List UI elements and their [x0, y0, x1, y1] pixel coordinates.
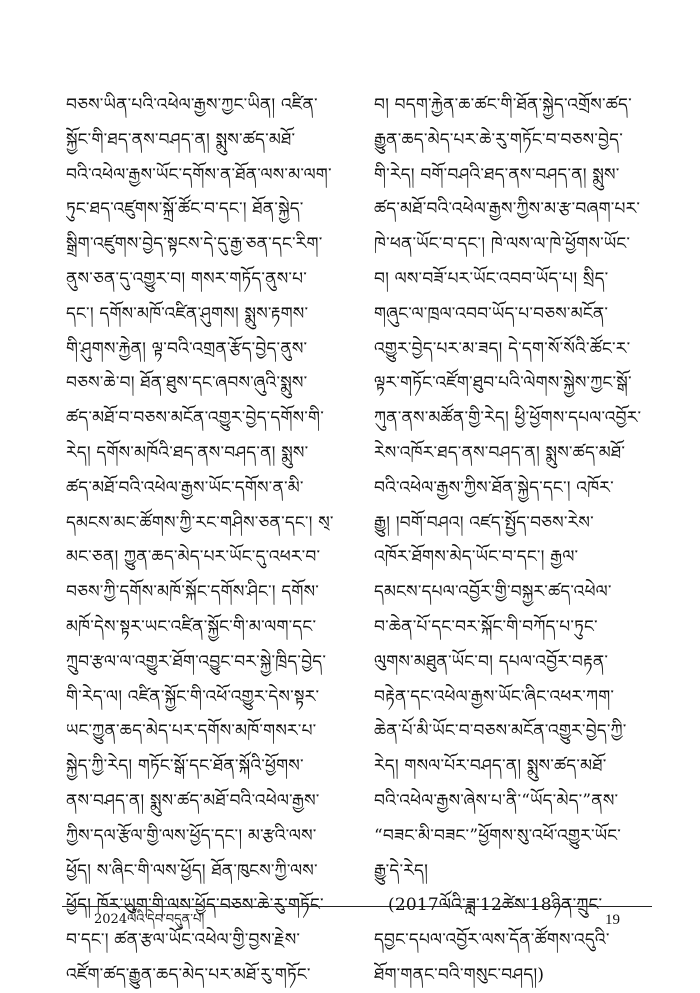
footer-journal-issue: 2024ལོའི་དེབ་བདུན་པ།	[94, 912, 205, 927]
page-number: 19	[605, 912, 620, 928]
text-line: དམངས་དཔལ་འབྱོར་གྱི་བསྐྱར་ཚད་འཕེལ་	[374, 582, 612, 603]
text-line: སྐྱོང་གི་ཐད་ནས་བཤད་ན། སྨུས་ཚད་མཐོ་	[66, 129, 296, 150]
text-line: འགྱུར་བྱེད་པར་མ་ཟད། དེ་དག་སོ་སོའི་ཚོང་ར་	[374, 338, 631, 359]
text-line: ཁེ་ཕན་ཡོང་བ་དང་། ཁེ་ལས་ལ་ཁེ་ཕྱོགས་ཡོང་	[374, 234, 631, 255]
text-line: ཀུན་ནས་མཚོན་གྱི་རེད། ཕྱི་ཕྱོགས་དཔལ་འབྱོར་	[374, 408, 642, 429]
text-line: བའི་འཕེལ་རྒྱས་ཀྱིས་ཐོན་སྐྱེད་དང་། འཁོར་	[374, 477, 614, 498]
text-line: བ་དང་། ཚན་རྩལ་ཡོང་འཕེལ་གྱི་བྱས་རྗེས་	[66, 930, 301, 951]
text-line: བཅས་ཆེ་བ། ཐོན་ཐུས་དང་ཞབས་ཞུའི་སྨུས་	[66, 373, 308, 394]
text-line: རྒྱུ། །བགོ་བཤའ། འཛད་སྤྱོད་བཅས་རེས་	[374, 512, 594, 533]
text-line: (2017ལོའི་ཟླ་12ཚེས་18ཉིན་ཀྲུང་	[388, 895, 603, 916]
text-line: ལྟར་གཏོང་འཛོག་ཐུབ་པའི་ལེགས་སྐྱེས་ཀྱང་སྒོ་	[374, 373, 632, 394]
text-line: བའི་འཕེལ་རྒྱས་ཞེས་པ་ནི་“ཡོད་མེད་”ནས་	[374, 790, 619, 811]
text-line: མང་ཅན། ཀྱུན་ཆད་མེད་པར་ཡོང་དུ་འཕར་བ་	[66, 547, 321, 568]
text-line: རེས་འཁོར་ཐད་ནས་བཤད་ན། སྨུས་ཚད་མཐོ་	[374, 442, 626, 463]
text-line: ཕྱོད། ས་ཞིང་གི་ལས་ཕྱོད། ཐོན་ཁུངས་ཀྱི་ལས་	[66, 860, 318, 881]
text-line: དམངས་མང་ཚོགས་ཀྱི་རང་གཤིས་ཅན་དང་། ས྄་	[66, 512, 334, 533]
text-line: ཆེན་པོ་མི་ཡོང་བ་བཅས་མངོན་འགྱུར་བྱེད་ཀྱི་	[374, 721, 627, 742]
text-line: བའི་འཕེལ་རྒྱས་ཡོང་དགོས་ན་ཐོན་ལས་མ་ལག་	[66, 164, 332, 185]
text-line: གི་རེད་ལ། འཛིན་སྐྱོང་གི་འཕོ་འགྱུར་དེས་སྟར་	[66, 686, 320, 707]
text-line: བ་ཆེན་པོ་དང་བར་སྐོང་གི་བཀོད་པ་ཏུང་	[374, 616, 598, 637]
text-line: དབྱང་དཔལ་འབྱོར་ལས་དོན་ཚོགས་འདུའི་	[374, 930, 610, 951]
footer-divider	[62, 906, 652, 907]
text-line: ཀྲུབ་རྩལ་ལ་འགྱུར་ཐོག་འབྱུང་བར་སྐྱེ་ཁྲིད་བྱེད་	[66, 651, 327, 672]
text-line: རེད། དགོས་མཁོའི་ཐད་ནས་བཤད་ན། སྨུས་	[66, 442, 309, 463]
text-line: འཛོག་ཚད་རྒྱུན་ཆད་མེད་པར་མཐོ་རུ་གཏོང་	[66, 964, 311, 985]
text-line: བ། ལས་བཟོ་པར་ཡོང་འབབ་ཡོད་པ། སྲིད་	[374, 268, 609, 289]
text-line: བ། བདག་རྐྱེན་ཆ་ཚང་གི་ཐོན་སྐྱེད་འགྲོས་ཚད་	[374, 95, 632, 115]
right-text-column	[374, 88, 654, 993]
text-line: ཚད་མཐོ་བའི་འཕེལ་རྒྱས་ཀྱིས་མ་རྩ་བཞག་པར་	[374, 199, 641, 220]
text-line: ཚད་མཐོ་བ་བཅས་མངོན་འགྱུར་བྱེད་དགོས་གི་	[66, 408, 324, 429]
text-line: གཞུང་ལ་ཁྲལ་འབབ་ཡོད་པ་བཅས་མངོན་	[374, 303, 609, 324]
text-line: རེད། གསལ་པོར་བཤད་ན། སྨུས་ཚད་མཐོ་	[374, 756, 607, 777]
text-line: བཅས་ཡིན་པའི་འཕེལ་རྒྱས་ཀྱང་ཡིན། འཛིན་	[66, 95, 318, 115]
text-line: རྒྱུན་ཆད་མེད་པར་ཆེ་རུ་གཏོང་བ་བཅས་བྱེད་	[374, 129, 623, 150]
text-line: བཅས་ཀྱི་དགོས་མཁོ་སྐོང་དགོས་ཤིང་། དགོས་	[66, 582, 320, 603]
text-line: ནས་བཤད་ན། སྨུས་ཚད་མཐོ་བའི་འཕེལ་རྒྱས་	[66, 790, 320, 811]
text-line: སྒྲིག་འཛུགས་བྱེད་སྟངས་དེ་དུ་རྒྱ་ཅན་དང་རིག་	[66, 234, 323, 255]
text-line: གི་རེད། བགོ་བཤའི་ཐད་ནས་བཤད་ན། སྨུས་	[374, 164, 620, 185]
text-line: ཕྱོད། ཁོར་ཡུག་གི་ལས་ཕྱོད་བཅས་ཆེ་རུ་གཏོང་	[66, 895, 324, 916]
text-line: དང་། དགོས་མཁོ་འཛིན་ཤུགས། སྨུས་རྟགས་	[66, 303, 309, 324]
text-line: གི་ཤུགས་རྐྱེན། ལྟ་བའི་འགྲན་རྩོད་བྱེད་ནུས་	[66, 338, 308, 359]
text-line: “བཟང་མི་བཟང་”ཕྱོགས་སུ་འཕོ་འགྱུར་ཡོང་	[374, 825, 622, 846]
text-line: ཡང་ཀྱུན་ཆད་མེད་པར་དགོས་མཁོ་གསར་པ་	[66, 721, 317, 742]
text-line: བརྟེན་དང་འཕེལ་རྒྱས་ཡོང་ཞིང་འཕར་ཀག་	[374, 686, 615, 707]
text-line: ཚད་མཐོ་བའི་འཕེལ་རྒྱས་ཡོང་དགོས་ན་མི་	[66, 477, 304, 498]
text-line: ཀྱིས་དལ་རྩོལ་གྱི་ལས་ཕྱོད་དང་། མ་རྩའི་ལས་	[66, 825, 317, 846]
text-line: སྐྱེད་ཀྱི་རེད། གཏོང་སྒོ་དང་ཐོན་སྐོའི་ཕྱོགས་	[66, 756, 304, 777]
text-line: མཁོ་དེས་སྟར་ཡང་འཛིན་སྐྱོང་གི་མ་ལག་དང་	[66, 616, 317, 637]
text-line: འཁོར་ཐོགས་མེད་ཡོང་བ་དང་། རྒྱལ་	[374, 547, 579, 568]
text-line: ཏུང་ཐད་འཛུགས་སྐྲོ་ཚོང་བ་དང་། ཐོན་སྐྱེད་	[66, 199, 304, 220]
text-line: རྒྱུ་དེ་རེད།	[374, 860, 429, 881]
text-line: ལུགས་མཐུན་ཡོང་བ། དཔལ་འབྱོར་བརྟན་	[374, 651, 609, 672]
text-line: ནུས་ཅན་དུ་འགྱུར་བ། གསར་གཏོད་ནུས་པ་	[66, 268, 308, 289]
left-text-column	[66, 88, 346, 993]
text-line: ཐོག་གནང་བའི་གསུང་བཤད།)	[374, 964, 545, 985]
